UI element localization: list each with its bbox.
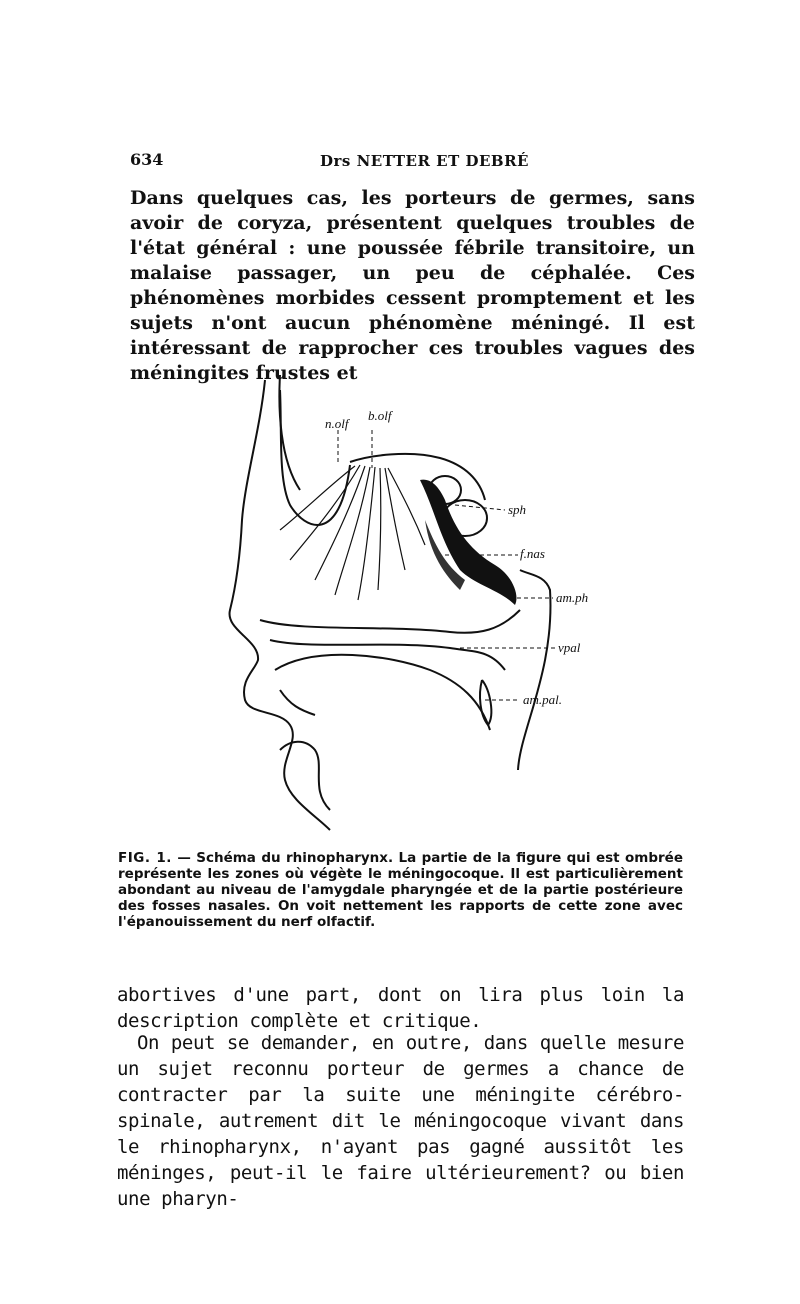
- label-f-nas: f.nas: [520, 546, 545, 561]
- running-head: Drs NETTER ET DEBRÉ: [320, 152, 529, 170]
- figure-caption: [118, 850, 683, 930]
- page-header: [130, 150, 690, 174]
- label-am-pal: am.pal.: [523, 692, 562, 707]
- label-sph: sph: [508, 502, 527, 517]
- paragraph-1: Dans quelques cas, les porteurs de germes, sans avoir de coryza, présentent quelques troubles de l'état général : une poussée fébrile transitoire, un malaise passager, un peu de céphalée. Ces phénomènes morbides cessent promptement et les sujets n'ont aucun phénomène méningé. Il est intéressant de rapprocher ces troubles vagues des méningites frustes et: [130, 187, 695, 384]
- paragraph-3: On peut se demander, en outre, dans quelle mesure un sujet reconnu porteur de germes a chance de contracter par la suite une méningite cérébro-spinale, autrement dit le méningocoque vivant dans le rhinopharynx, n'ayant pas gagné aussitôt les méninges, peut-il le faire ultérieurement? ou bien une pharyn-: [117, 1032, 684, 1210]
- figure-label: FIG. 1.: [118, 850, 172, 866]
- paragraph-2: abortives d'une part, dont on lira plus loin la description complète et critique.: [117, 984, 684, 1032]
- caption-text: — Schéma du rhinopharynx. La partie de la figure qui est ombrée représente les zones où végète le méningocoque. Il est particulièrement abondant au niveau de l'amygdale pharyngée et de la partie postérieure des fosses nasales. On voit nettement les rapports de cette zone avec l'épanouissement du nerf olfactif.: [118, 850, 683, 930]
- label-b-olf: b.olf: [368, 408, 392, 423]
- rhinopharynx-diagram: [220, 370, 620, 840]
- label-am-ph: am.ph: [556, 590, 589, 605]
- label-n-olf: n.olf: [325, 416, 349, 431]
- label-v-pal: vpal: [558, 640, 581, 655]
- page-number: 634: [130, 150, 164, 169]
